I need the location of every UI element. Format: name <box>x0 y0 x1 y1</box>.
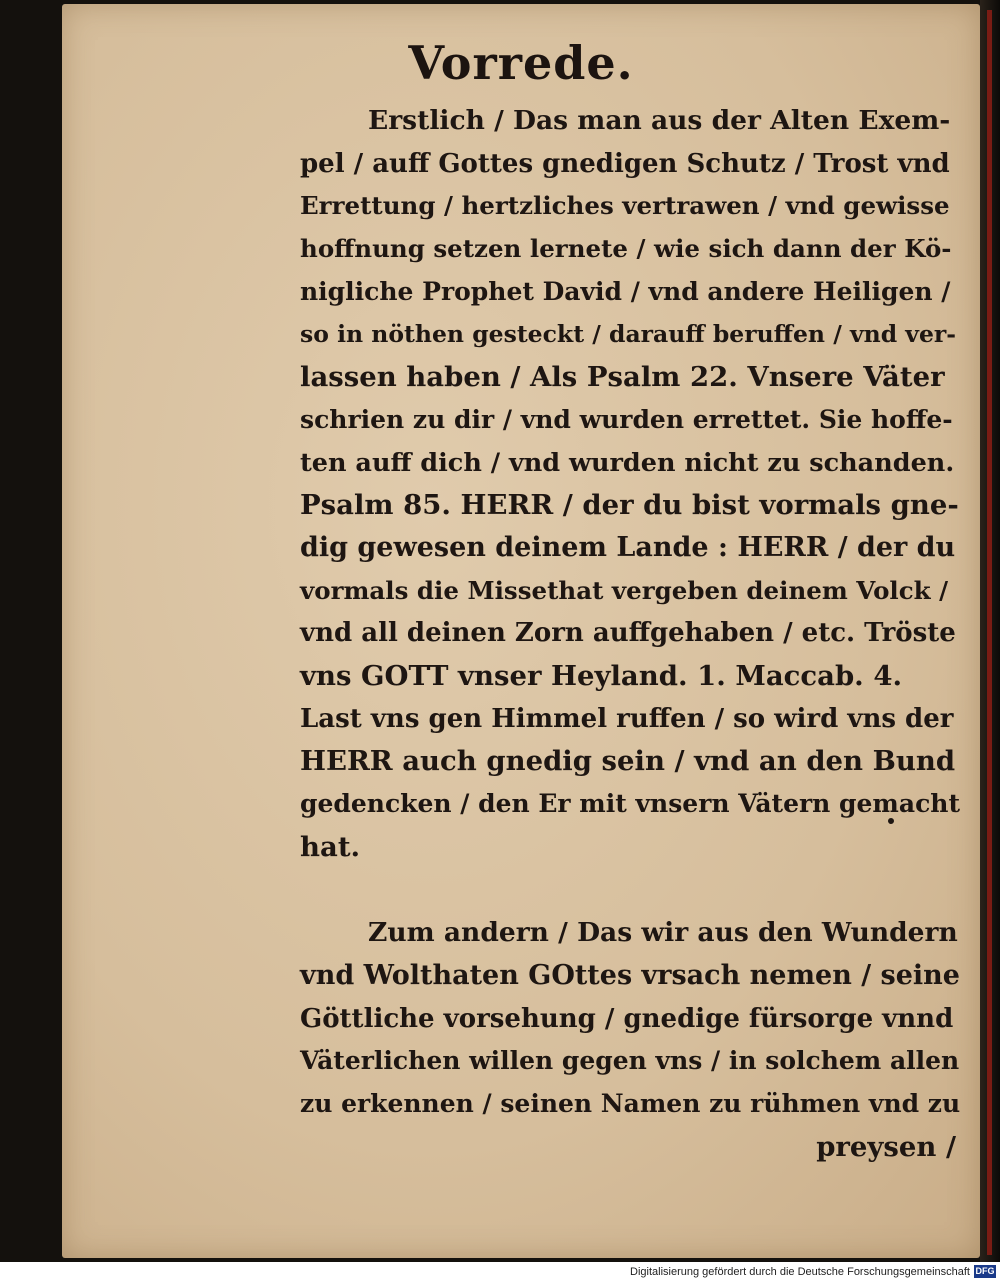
text-line: gedencken / den Er mit vnsern Vätern gemacht <box>300 789 961 818</box>
text-line: Errettung / hertzliches vertrawen / vnd gewisse <box>300 191 950 221</box>
text-line: zu erkennen / seinen Namen zu rühmen vnd zu <box>300 1089 961 1119</box>
text-line: HERR auch gnedig sein / vnd an den Bund <box>300 745 956 778</box>
text-line: pel / auff Gottes gnedigen Schutz / Trost vnd <box>300 148 950 179</box>
text-line: Väterlichen willen gegen vns / in solchem allen <box>300 1046 960 1076</box>
text-line: vnd all deinen Zorn auffgehaben / etc. Tröste <box>300 618 956 649</box>
text-line: nigliche Prophet David / vnd andere Heiligen / <box>300 276 951 306</box>
text-line: hoffnung setzen lernete / wie sich dann der Kö- <box>300 234 952 264</box>
page-header: Vorrede. <box>408 36 634 90</box>
page-text <box>300 100 976 1169</box>
text-line: vormals die Missethat vergeben deinem Volck / <box>300 575 949 605</box>
text-line: vns GOTT vnser Heyland. 1. Maccab. 4. <box>300 659 903 692</box>
text-line: so in nöthen gesteckt / darauff beruffen / vnd ver- <box>300 320 957 349</box>
footer-credit: Digitalisierung gefördert durch die Deutsche Forschungsgemeinschaft <box>630 1266 970 1278</box>
text-line: Zum andern / Das wir aus den Wundern <box>368 917 958 949</box>
text-line-catchword: preysen / <box>816 1130 956 1163</box>
dfg-logo: DFG <box>975 1266 995 1276</box>
text-line: ten auff dich / vnd wurden nicht zu schanden. <box>300 447 955 478</box>
text-line: schrien zu dir / vnd wurden errettet. Sie hoffe- <box>300 404 953 434</box>
text-line: vnd Wolthaten GOttes vrsach nemen / seine <box>300 960 960 992</box>
text-line: dig gewesen deinem Lande : HERR / der du <box>300 531 956 563</box>
text-line: hat. <box>300 830 361 863</box>
text-line: Göttliche vorsehung / gnedige fürsorge vnnd <box>300 1003 954 1034</box>
text-line: lassen haben / Als Psalm 22. Vnsere Väter <box>300 361 945 394</box>
text-line: Psalm 85. HERR / der du bist vormals gne- <box>300 489 959 522</box>
text-line: Last vns gen Himmel ruffen / so wird vns der <box>300 703 954 734</box>
binding-strip <box>987 10 992 1255</box>
ink-dot <box>888 818 894 824</box>
paragraph-gap <box>300 868 976 912</box>
text-line: Erstlich / Das man aus der Alten Exem- <box>368 105 951 136</box>
